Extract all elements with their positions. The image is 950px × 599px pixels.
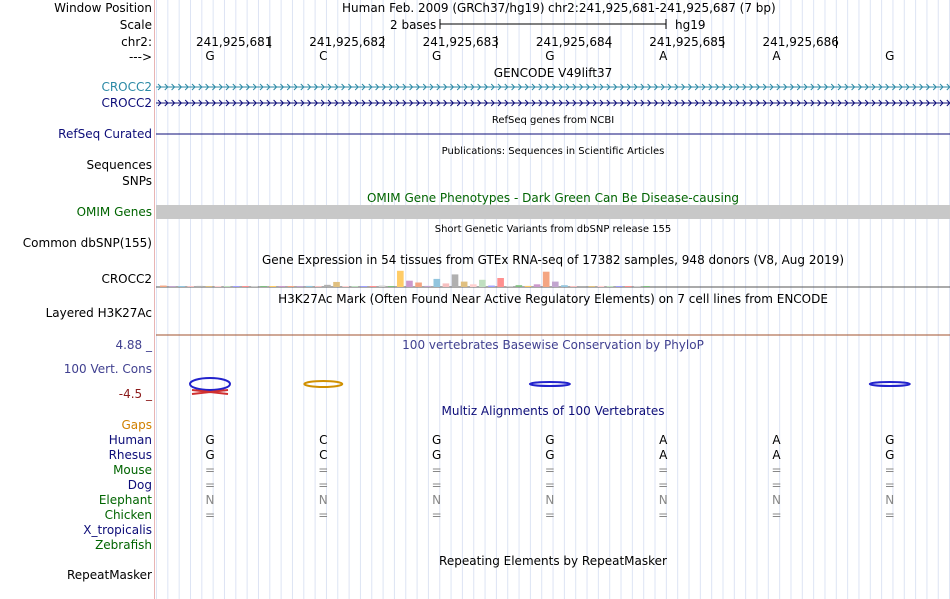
chrom-label: chr2: — [121, 35, 152, 49]
phylop-min-label: -4.5 _ — [118, 387, 152, 401]
gtex-tissue-bar[interactable] — [479, 280, 486, 287]
alignment-base: C — [319, 448, 328, 462]
alignment-base: G — [431, 448, 442, 462]
alignment-base: = — [431, 478, 442, 492]
gtex-tissue-bar[interactable] — [160, 286, 167, 287]
dbsnp-title: Short Genetic Variants from dbSNP release 155 — [434, 224, 672, 235]
gtex-tissue-bar[interactable] — [260, 286, 267, 287]
alignment-base: G — [205, 448, 215, 462]
phylop-max-label: 4.88 _ — [115, 338, 152, 352]
species-label[interactable]: Elephant — [98, 493, 152, 507]
alignment-base: = — [544, 508, 555, 522]
alignment-base: = — [771, 463, 782, 477]
pubs-title: Publications: Sequences in Scientific Articles — [441, 146, 665, 157]
gtex-tissue-bar[interactable] — [433, 279, 440, 287]
alignment-base: = — [771, 508, 782, 522]
species-label[interactable]: X_tropicalis — [83, 523, 152, 537]
gtex-tissue-bar[interactable] — [169, 286, 176, 287]
coordinate-label: 241,925,683 — [422, 35, 499, 49]
gtex-tissue-bar[interactable] — [561, 285, 568, 287]
alignment-base: N — [205, 493, 215, 507]
h3k27ac-title: H3K27Ac Mark (Often Found Near Active Regulatory Elements) on 7 cell lines from ENCODE — [278, 292, 828, 306]
h3k27ac-label[interactable]: Layered H3K27Ac — [45, 306, 152, 320]
gtex-tissue-bar[interactable] — [196, 286, 203, 287]
omim-gene-bar[interactable] — [156, 205, 950, 219]
gtex-tissue-bar[interactable] — [315, 286, 322, 287]
species-label[interactable]: Chicken — [104, 508, 152, 522]
alignment-base: C — [319, 433, 328, 447]
alignment-base: = — [884, 478, 895, 492]
strand-label: ---> — [128, 50, 152, 64]
alignment-base: = — [544, 478, 555, 492]
species-label[interactable]: Zebrafish — [95, 538, 152, 552]
alignment-base: = — [318, 478, 329, 492]
alignment-base: G — [545, 433, 555, 447]
coordinate-label: 241,925,684 — [535, 35, 613, 49]
gtex-tissue-bar[interactable] — [607, 286, 614, 287]
phylop-logo-c[interactable] — [304, 381, 342, 387]
gtex-tissue-bar[interactable] — [506, 286, 513, 287]
dbsnp-label[interactable]: Common dbSNP(155) — [22, 236, 152, 250]
gtex-tissue-bar[interactable] — [625, 286, 632, 287]
gtex-tissue-bar[interactable] — [288, 286, 295, 287]
alignment-base: G — [885, 433, 895, 447]
alignment-base: G — [545, 448, 555, 462]
coordinate-label: 241,925,681 — [196, 35, 273, 49]
gtex-tissue-bar[interactable] — [351, 286, 358, 287]
base-letter: G — [545, 49, 555, 63]
gencode-gene-label-1[interactable]: CROCC2 — [101, 80, 152, 94]
gtex-tissue-bar[interactable] — [616, 286, 623, 287]
gtex-tissue-bar[interactable] — [215, 286, 222, 287]
gtex-tissue-bar[interactable] — [233, 286, 240, 287]
gtex-tissue-bar[interactable] — [333, 282, 340, 287]
gtex-tissue-bar[interactable] — [525, 286, 532, 287]
gtex-tissue-bar[interactable] — [543, 272, 550, 287]
multiz-title: Multiz Alignments of 100 Vertebrates — [441, 404, 665, 418]
base-letter: A — [772, 49, 781, 63]
alignment-base: = — [204, 508, 216, 522]
coordinate-label: 241,925,682 — [309, 35, 386, 49]
alignment-base: N — [772, 493, 781, 507]
phylop-logo-g[interactable] — [530, 382, 570, 386]
alignment-base: G — [431, 433, 442, 447]
gtex-tissue-bar[interactable] — [443, 283, 450, 287]
gtex-label[interactable]: CROCC2 — [101, 272, 152, 286]
gtex-tissue-bar[interactable] — [570, 286, 577, 287]
gencode-title: GENCODE V49lift37 — [493, 66, 613, 80]
gtex-tissue-bar[interactable] — [342, 286, 349, 287]
alignment-base: A — [659, 433, 668, 447]
repeat-label[interactable]: RepeatMasker — [66, 568, 152, 582]
gtex-tissue-bar[interactable] — [397, 271, 404, 287]
gtex-tissue-bar[interactable] — [470, 284, 477, 287]
gtex-tissue-bar[interactable] — [361, 286, 368, 287]
coordinate-label: 241,925,685 — [649, 35, 726, 49]
alignment-base: = — [658, 478, 669, 492]
phylop-label[interactable]: 100 Vert. Cons — [63, 362, 152, 376]
gtex-tissue-bar[interactable] — [388, 286, 395, 287]
gtex-tissue-bar[interactable] — [415, 283, 422, 288]
coordinate-label: 241,925,686 — [762, 35, 839, 49]
gtex-tissue-bar[interactable] — [588, 286, 595, 287]
alignment-base: A — [772, 433, 781, 447]
gtex-tissue-bar[interactable] — [370, 286, 377, 287]
gtex-tissue-bar[interactable] — [187, 286, 194, 287]
gtex-tissue-bar[interactable] — [269, 286, 276, 287]
alignment-base: = — [431, 508, 442, 522]
alignment-base: G — [205, 433, 215, 447]
alignment-base: = — [318, 508, 329, 522]
gtex-tissue-bar[interactable] — [324, 285, 331, 287]
gtex-tissue-bar[interactable] — [379, 286, 386, 287]
gtex-tissue-bar[interactable] — [643, 286, 650, 287]
gtex-tissue-bar[interactable] — [279, 286, 286, 287]
snps-label[interactable]: SNPs — [122, 174, 152, 188]
gtex-title: Gene Expression in 54 tissues from GTEx RNA-seq of 17382 samples, 948 donors (V8, Aug 2019) — [261, 253, 845, 267]
alignment-base: G — [885, 448, 895, 462]
gtex-tissue-bar[interactable] — [406, 281, 413, 287]
gtex-tissue-bar[interactable] — [224, 286, 231, 287]
position-readout: chr2:241,925,681-241,925,687 (7 bp) — [548, 1, 776, 15]
alignment-base: A — [772, 448, 781, 462]
alignment-base: = — [658, 463, 669, 477]
scale-text: 2 bases — [390, 18, 437, 32]
gtex-tissue-bar[interactable] — [516, 285, 523, 287]
alignment-base: = — [544, 463, 555, 477]
alignment-base: = — [431, 463, 442, 477]
base-letter: A — [659, 49, 668, 63]
species-label[interactable]: Dog — [127, 478, 152, 492]
gtex-tissue-bar[interactable] — [452, 274, 459, 287]
window-position-label: Window Position — [54, 1, 152, 15]
omim-title: OMIM Gene Phenotypes - Dark Green Can Be Disease-causing — [366, 191, 740, 205]
species-label[interactable]: Gaps — [121, 418, 152, 432]
species-label[interactable]: Rhesus — [108, 448, 152, 462]
gencode-gene-label-2[interactable]: CROCC2 — [101, 96, 152, 110]
species-label[interactable]: Mouse — [113, 463, 152, 477]
alignment-base: = — [204, 463, 216, 477]
gtex-tissue-bar[interactable] — [178, 286, 185, 287]
repeat-title: Repeating Elements by RepeatMasker — [439, 554, 667, 568]
gtex-tissue-bar[interactable] — [534, 284, 541, 287]
assembly-title: Human Feb. 2009 (GRCh37/hg19) — [342, 1, 545, 15]
gtex-tissue-bar[interactable] — [461, 282, 468, 287]
gtex-tissue-bar[interactable] — [497, 278, 504, 287]
alignment-base: = — [204, 478, 216, 492]
base-letter: G — [885, 49, 895, 63]
scale-label: Scale — [119, 18, 152, 32]
gtex-tissue-bar[interactable] — [242, 286, 249, 287]
alignment-base: N — [318, 493, 328, 507]
species-label[interactable]: Human — [108, 433, 152, 447]
gtex-tissue-bar[interactable] — [306, 286, 313, 287]
refseq-title: RefSeq genes from NCBI — [491, 115, 615, 126]
alignment-base: N — [545, 493, 555, 507]
phylop-logo-g[interactable] — [870, 382, 910, 386]
alignment-base: N — [885, 493, 895, 507]
phylop-title: 100 vertebrates Basewise Conservation by PhyloP — [402, 338, 704, 352]
db-label: hg19 — [675, 18, 706, 32]
omim-label[interactable]: OMIM Genes — [76, 205, 152, 219]
base-letter: G — [431, 49, 442, 63]
alignment-base: = — [658, 508, 669, 522]
phylop-logo-g[interactable] — [190, 378, 230, 390]
alignment-base: = — [884, 463, 895, 477]
base-letter: C — [319, 49, 328, 63]
alignment-base: A — [659, 448, 668, 462]
gtex-tissue-bar[interactable] — [579, 286, 586, 287]
alignment-base: N — [432, 493, 442, 507]
gtex-tissue-bar[interactable] — [488, 286, 495, 287]
gtex-tissue-bar[interactable] — [297, 286, 304, 287]
refseq-label[interactable]: RefSeq Curated — [58, 127, 152, 141]
gtex-tissue-bar[interactable] — [206, 286, 213, 287]
alignment-base: = — [318, 463, 329, 477]
gtex-tissue-bar[interactable] — [634, 286, 641, 287]
gtex-tissue-bar[interactable] — [552, 282, 559, 287]
sequences-label[interactable]: Sequences — [86, 158, 152, 172]
base-letter: G — [205, 49, 215, 63]
gtex-tissue-bar[interactable] — [424, 286, 431, 287]
gtex-tissue-bar[interactable] — [598, 286, 605, 287]
alignment-base: N — [658, 493, 668, 507]
alignment-base: = — [771, 478, 782, 492]
alignment-base: = — [884, 508, 895, 522]
gtex-tissue-bar[interactable] — [251, 286, 258, 287]
